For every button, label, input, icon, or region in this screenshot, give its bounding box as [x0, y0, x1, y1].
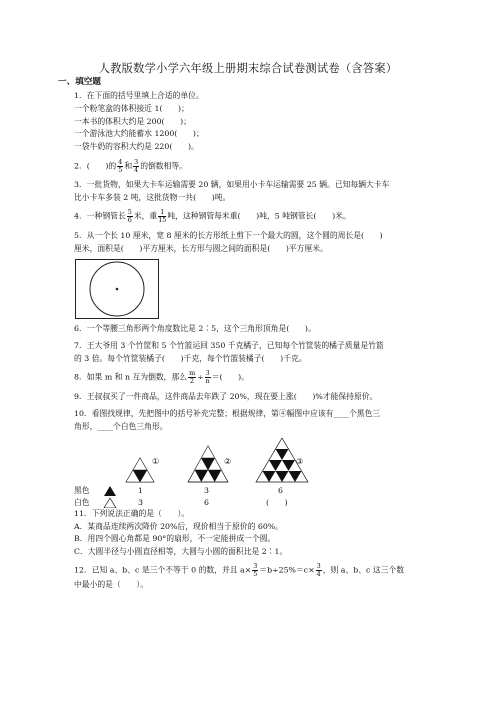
- circle-in-rectangle-diagram: [76, 260, 158, 318]
- fraction: $\frac{m}{2}$: [189, 369, 196, 386]
- fraction: $\frac{5}{6}$: [127, 208, 132, 225]
- fraction: $\frac{1}{15}$: [158, 208, 167, 225]
- q1-line: 一本书的体积大约是 200( )；: [74, 116, 192, 126]
- fraction: $\frac{3}{4}$: [316, 562, 321, 579]
- q1-line: 一袋牛奶的容积大约是 220( )。: [74, 142, 199, 152]
- q3-line: 比小卡车多装 2 吨，这批货物一共( )吨。: [74, 192, 231, 202]
- q1-stem: 1．在下面的括号里填上合适的单位。: [74, 91, 204, 100]
- figure-label: ①: [152, 456, 159, 466]
- triangle-pattern-diagram: [74, 438, 374, 508]
- q1-line: 一个粉笔盒的体积接近 1( )；: [74, 103, 189, 113]
- q12-line2: 中最小的是（ ）。: [74, 580, 149, 590]
- q2: 2．( )的 $\frac{4}{5}$ 和 $\frac{3}{4}$ 的倒数相等。: [74, 157, 187, 174]
- section-heading: 一、填空题: [58, 77, 101, 87]
- triangle-figure-2: [188, 446, 228, 482]
- q6: 6．一个等腰三角形两个角度数比是 2∶5，这个三角形顶角是( )。: [74, 323, 316, 333]
- triangle-pattern-figure: [74, 438, 434, 508]
- white-triangle-legend-icon: [104, 498, 116, 508]
- q8: 8．如果 m 和 n 互为倒数，那么 $\frac{m}{2}$ ÷ $\frac{3}{n}$ ＝( )。: [74, 369, 250, 386]
- black-count: 6: [278, 485, 283, 495]
- triangle-figure-1: [126, 458, 154, 482]
- q11-option-b: B．用四个圆心角都是 90°的扇形，不一定能拼成一个圆。: [74, 534, 276, 544]
- figure-label: ③: [296, 456, 303, 466]
- fraction: $\frac{3}{4}$: [134, 157, 139, 174]
- q1-line: 一个游泳池大约能蓄水 1200( )；: [74, 129, 204, 139]
- q3-line: 3．一批货物，如果大卡车运输需要 20 辆，如果用小卡车运输需要 25 辆。已知每辆大卡车: [74, 180, 390, 190]
- page-title: 人教版数学小学六年级上册期末综合试卷测试卷（含答案）: [98, 62, 398, 75]
- q7-line: 7．王大爷用 3 个竹筐和 5 个竹篮运回 350 千克橘子，已知每个竹筐装的橘子质量是竹篮: [74, 340, 384, 350]
- q9: 9．王叔叔买了一件商品，这件商品去年跌了 20%，现在要上涨( )%才能保持原价。: [74, 391, 378, 401]
- fraction: $\frac{3}{5}$: [253, 562, 258, 579]
- questions: [74, 90, 434, 592]
- rectangle-circle-figure: [75, 259, 159, 319]
- black-triangle-legend-icon: [104, 486, 116, 496]
- fraction: $\frac{3}{n}$: [205, 369, 210, 386]
- q11-stem: 11．下列说法正确的是（ ）。: [74, 508, 190, 518]
- q5-line: 厘米，面积是( )平方厘米，长方形与圆之间的面积是( )平方厘米。: [74, 243, 328, 253]
- q12: 12．已知 a、b、c 是三个不等于 0 的数，并且 a× $\frac{3}{5}$ ＝b÷25%＝c× $\frac{3}{4}$ ，则 a、b、c 这三个数: [74, 562, 405, 579]
- fraction: $\frac{4}{5}$: [118, 157, 123, 174]
- q11-option-c: C．大圆半径与小圆直径相等，大圆与小圆的面积比是 2∶1。: [74, 547, 288, 557]
- black-count: 3: [204, 485, 209, 495]
- q10-line: 10．看图找规律，先把图中的括号补充完整；根据规律，第④幅图中应该有____个黑色三: [74, 409, 381, 419]
- white-count: 6: [204, 497, 209, 507]
- white-count-blank: ( ): [266, 497, 288, 507]
- black-row-label: 黑色: [74, 485, 90, 495]
- white-row-label: 白色: [74, 497, 90, 507]
- q10-line: 角形，____个白色三角形。: [74, 421, 168, 431]
- white-count: 3: [138, 497, 143, 507]
- q11-option-a: A．某商品连续两次降价 20%后，现价相当于原价的 60%。: [74, 521, 283, 531]
- q4: 4．一种钢管长 $\frac{5}{6}$ 米，重 $\frac{1}{15}$ 吨，这种钢管每米重( )吨，5 吨钢管长( )米。: [74, 208, 351, 225]
- black-count: 1: [138, 485, 143, 495]
- q7-line: 的 3 倍。每个竹筐装橘子( )千克，每个竹篮装橘子( )千克。: [74, 353, 307, 363]
- q5-line: 5．从一个长 10 厘米，宽 8 厘米的长方形纸上剪下一个最大的圆，这个圆的周长是( ): [74, 230, 383, 240]
- figure-label: ②: [224, 456, 231, 466]
